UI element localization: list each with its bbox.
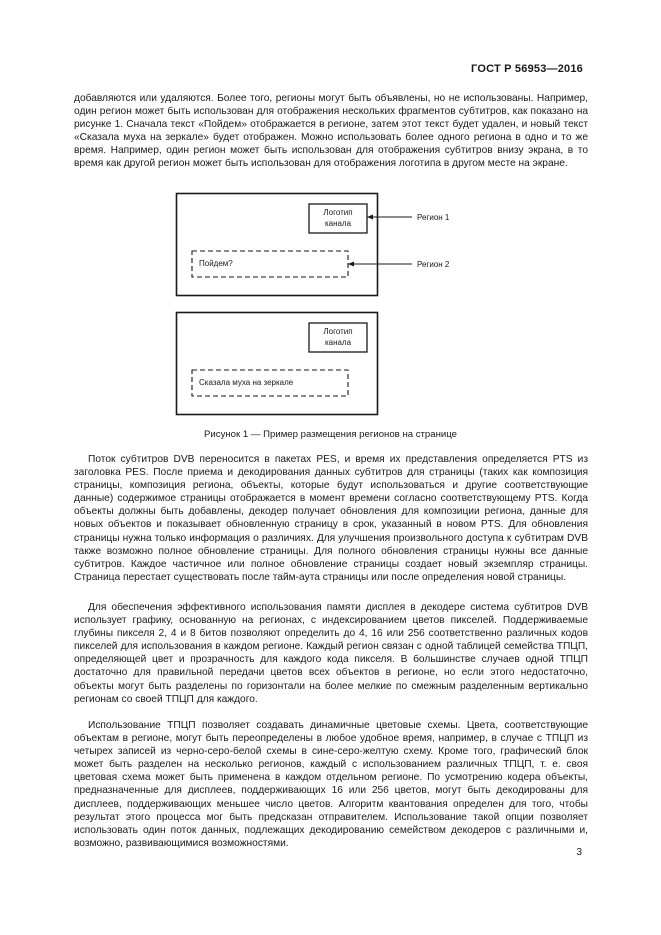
page-number: 3	[576, 847, 582, 858]
logo-label-line2: канала	[324, 338, 352, 347]
logo-label-line2: канала	[324, 219, 352, 228]
subtitle-text-2: Сказала муха на зеркале	[199, 378, 294, 387]
figure-caption: Рисунок 1 — Пример размещения регионов на странице	[204, 429, 457, 440]
paragraph-regions-intro: добавляются или удаляются. Более того, регионы могут быть объявлены, но не использованы. Например, один регион может быть использован для отображения нескольких фрагментов субтитров, как показано на рисунке 1. Сначала текст «Пойдем» отображается в регионе, затем этот текст будет удален, и новый текст «Сказала муха на зеркале» будет отображен. Можно использовать более одного региона в одно и то же время. Например, один регион может быть использован для отображения субтитров внизу экрана, в то время как другой регион может быть использован для отображения логотипа в другом месте на экране.	[74, 93, 588, 170]
document-header: ГОСТ Р 56953—2016	[471, 63, 583, 75]
label-region-1: Регион 1	[417, 213, 450, 222]
paragraph-dvb-stream: Поток субтитров DVB переносится в пакетах PES, и время их представления определяется PTS из заголовка PES. После приема и декодирования данных субтитров для страницы (таких как композиция страницы, композиция региона, объекты, которые будут использоваться и другие соответствующие данные) содержимое страницы отображается в момент времени согласно соответствующему PTS. Когда объекты должны быть добавлены, декодер получает обновления для композиции региона, данные для новых объектов и показывает обновленную страницу в срок, указанный в новом PTS. Для обновления страницы нужна только информация о различиях. Для улучшения произвольного доступа к субтитрам DVB также возможно полное обновление страницы. Для полного обновления страницы нужны все данные субтитров. Каждое частичное или полное обновление страницы создает новый экземпляр страницы. Страница перестает существовать после тайм-аута страницы или после определения новой страницы.	[74, 454, 588, 583]
arrow-head-region2	[348, 262, 354, 267]
logo-label-line1: Логотип	[323, 327, 353, 336]
paragraph-clut-usage: Использование ТПЦП позволяет создавать динамичные цветовые схемы. Цвета, соответствующие объектам в регионе, могут быть переопределены в любое удобное время, например, в случае с ТПЦП из четырех записей из черно-серо-белой схемы в сине-серо-желтую схему. Кроме того, графический блок может быть разделен на несколько регионов, каждый с использованием различных ТПЦП, т. е. своя цветовая схема может быть применена в каждом отдельном регионе. По усмотрению кодера объекты, предназначенные для дисплеев, поддерживающих 16 или 256 цветов, могут быть декодированы для дисплеев, поддерживающих меньшее число цветов. Алгоритм квантования определен для того, чтобы результат этого процесса мог быть предсказан отправителем. Использование такой опции позволяет использовать один поток данных, подлежащих декодированию семейством декодеров с различными и, возможно, развивающимися возможностями.	[74, 720, 588, 849]
logo-label-line1: Логотип	[323, 208, 353, 217]
arrow-head-region1	[367, 215, 373, 220]
paragraph-display-memory: Для обеспечения эффективного использования памяти дисплея в декодере система субтитров DVB использует графику, основанную на регионах, с индексированием цветов пикселей. Поддерживаемые глубины пикселя 2, 4 и 8 битов позволяют определить до 4, 16 или 256 соответственно различных кодов пикселей для использования в каждом регионе. Каждый регион связан с одной таблицей семейства ТПЦП, определяющей цвет и прозрачность для каждого кода пикселя. В большинстве случаев одной ТПЦП достаточно для правильной передачи цветов всех объектов в регионе, но если этого недостаточно, объекты могут быть разделены по горизонтали на более мелкие по смежным разделенным вертикально регионам со своей ТПЦП для каждого.	[74, 602, 588, 705]
label-region-2: Регион 2	[417, 260, 450, 269]
subtitle-text-1: Пойдем?	[199, 259, 233, 268]
